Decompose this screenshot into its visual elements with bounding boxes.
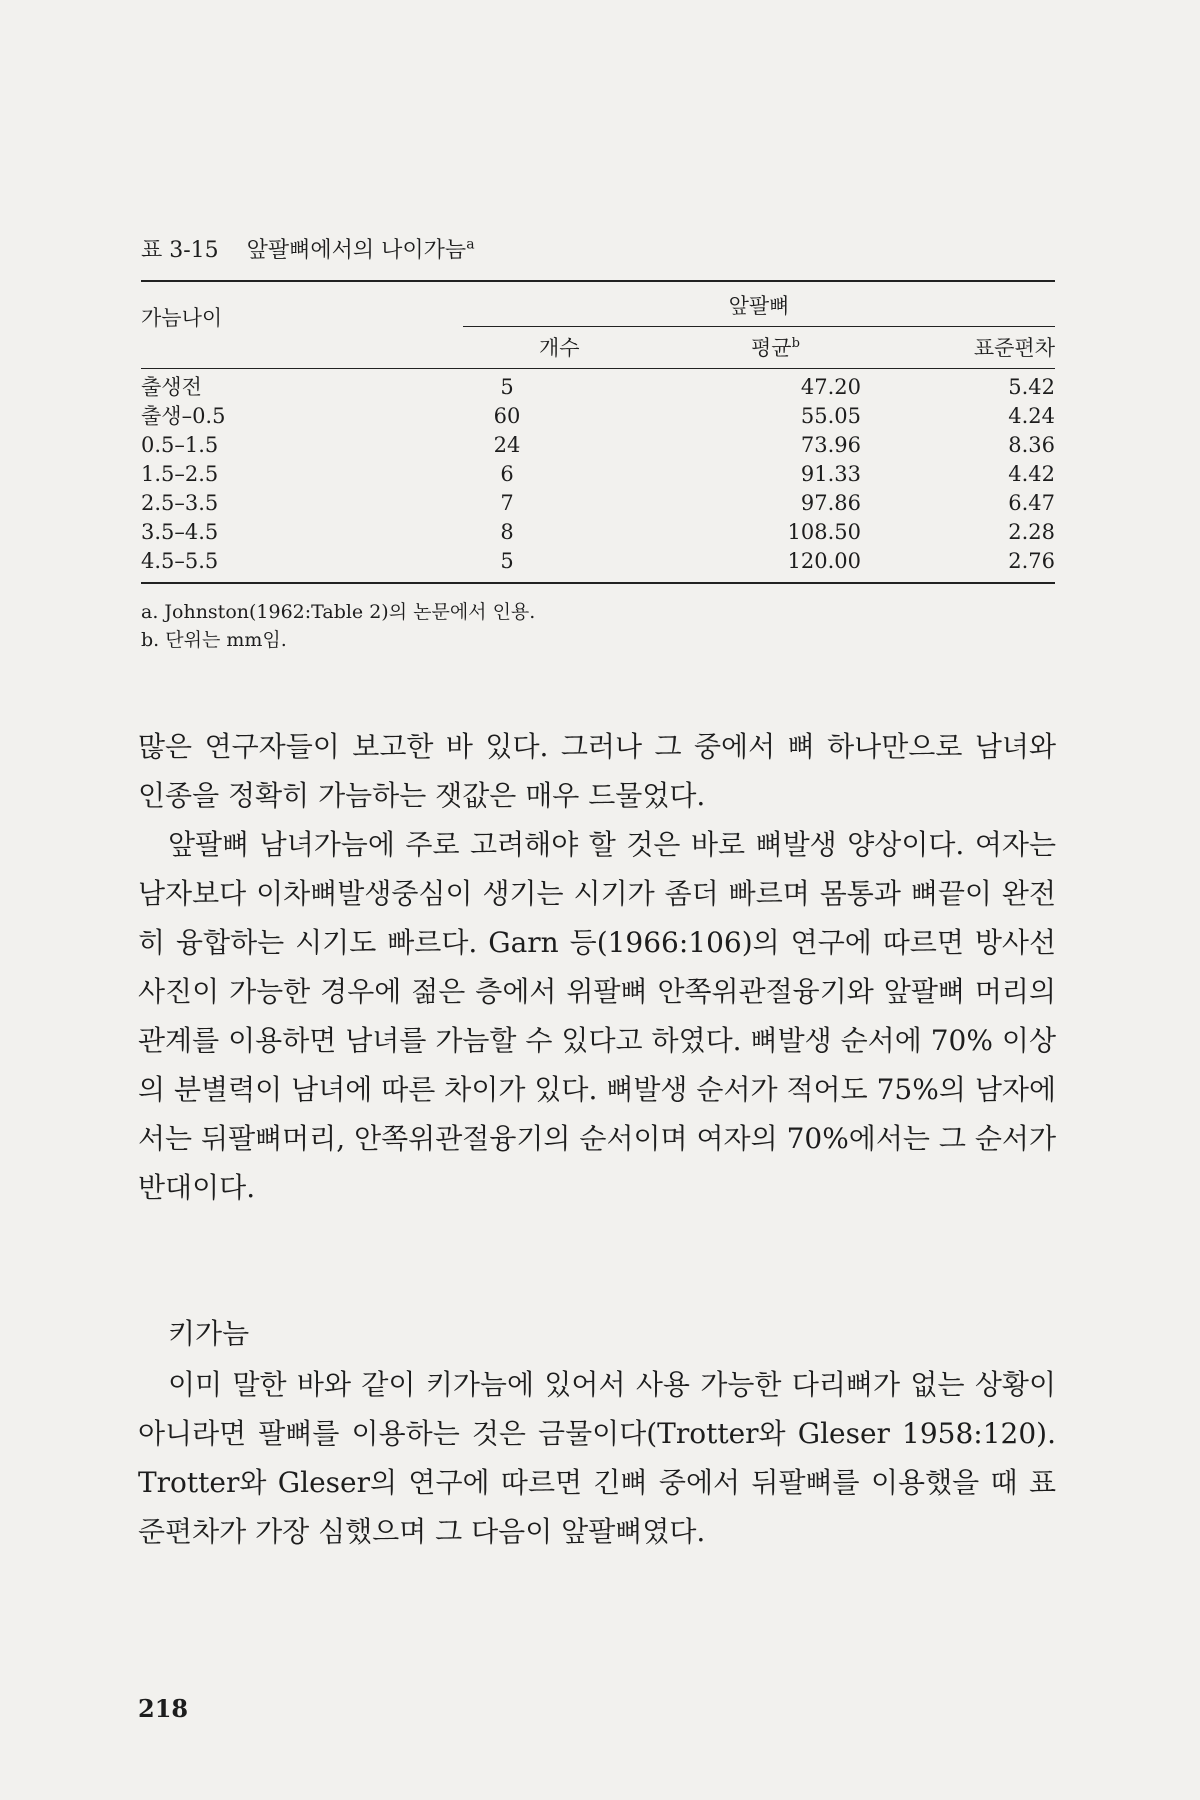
cell-sd: 6.47 (1008, 491, 1055, 515)
cell-count: 5 (500, 549, 514, 573)
section-heading: 키가늠 (168, 1317, 250, 1350)
table-row (141, 518, 1055, 547)
paragraph-sex-estimation: 앞팔뼈 남녀가늠에 주로 고려해야 할 것은 바로 뼈발생 양상이다. 여자는 남자보다 이차뼈발생중심이 생기는 시기가 좀더 빠르며 몸통과 뼈끝이 완전히 융합하는 시기도 빠르다. Garn 등(1966:106)의 연구에 따르면 방사선 사진이 가능한 경우에 젊은 층에서 위팔뼈 안쪽위관절융기와 앞팔뼈 머리의 관계를 이용하면 남녀를 가늠할 수 있다고 하였다. 뼈발생 순서에 70% 이상의 분별력이 남녀에 따른 차이가 있다. 뼈발생 순서가 적어도 75%의 남자에서는 뒤팔뼈머리, 안쪽위관절융기의 순서이며 여자의 70%에서는 그 순서가 반대이다. (138, 828, 1056, 1204)
group-header: 앞팔뼈 (728, 294, 790, 318)
table-row (141, 373, 1055, 402)
cell-count: 60 (493, 404, 521, 428)
row-header: 가늠나이 (141, 306, 223, 330)
table-row (141, 489, 1055, 518)
cell-sd: 2.76 (1008, 549, 1055, 573)
cell-sd: 4.24 (1008, 404, 1055, 428)
cell-count: 7 (500, 491, 514, 515)
table-bottom-rule (141, 582, 1055, 584)
cell-mean: 91.33 (800, 462, 861, 486)
page-number: 218 (138, 1694, 189, 1723)
footnote-a: a. Johnston(1962:Table 2)의 논문에서 인용. (141, 601, 536, 623)
paragraph-stature-estimation: 이미 말한 바와 같이 키가늠에 있어서 사용 가능한 다리뼈가 없는 상황이 아니라면 팔뼈를 이용하는 것은 금물이다(Trotter와 Gleser 1958:120). Trotter와 Gleser의 연구에 따르면 긴뼈 중에서 뒤팔뼈를 이용했을 때 표준편차가 가장 심했으며 그 다음이 앞팔뼈였다. (138, 1368, 1056, 1548)
cell-count: 6 (500, 462, 514, 486)
table-header-rule (141, 368, 1055, 369)
mean-note-marker: b (791, 336, 800, 351)
table-row (141, 431, 1055, 460)
column-header-mean (751, 332, 800, 362)
paragraph-continued: 많은 연구자들이 보고한 바 있다. 그러나 그 중에서 뼈 하나만으로 남녀와 인종을 정확히 가늠하는 잿값은 매우 드물었다. (138, 730, 1056, 812)
table-row (141, 460, 1055, 489)
cell-sd: 2.28 (1008, 520, 1055, 544)
table-number: 표 3-15 (141, 238, 219, 263)
cell-mean: 47.20 (800, 375, 861, 399)
table-title: 앞팔뼈에서의 나이가늠 (246, 238, 467, 263)
table-header (141, 282, 1055, 368)
cell-age: 1.5–2.5 (141, 462, 219, 486)
cell-mean: 55.05 (800, 404, 861, 428)
cell-sd: 4.42 (1008, 462, 1055, 486)
cell-age: 출생–0.5 (141, 404, 226, 428)
body-text-bottom (138, 1360, 1056, 1556)
table-footnotes (141, 598, 1055, 654)
body-text-top (138, 722, 1056, 1212)
column-header-sd: 표준편차 (973, 336, 1055, 360)
table-body (141, 373, 1055, 576)
cell-mean: 108.50 (787, 520, 861, 544)
cell-age: 2.5–3.5 (141, 491, 219, 515)
column-header-count: 개수 (539, 336, 580, 360)
cell-age: 0.5–1.5 (141, 433, 219, 457)
footnote-b: b. 단위는 mm임. (141, 629, 287, 651)
table-row (141, 547, 1055, 576)
cell-age: 3.5–4.5 (141, 520, 219, 544)
cell-sd: 8.36 (1008, 433, 1055, 457)
cell-age: 출생전 (141, 375, 202, 399)
cell-sd: 5.42 (1008, 375, 1055, 399)
cell-mean: 120.00 (787, 549, 861, 573)
table-row (141, 402, 1055, 431)
table-caption (141, 236, 1055, 266)
cell-mean: 97.86 (800, 491, 861, 515)
cell-age: 4.5–5.5 (141, 549, 219, 573)
cell-count: 5 (500, 375, 514, 399)
cell-count: 24 (493, 433, 521, 457)
group-header-rule (463, 326, 1055, 327)
cell-count: 8 (500, 520, 514, 544)
table-3-15 (141, 236, 1055, 654)
column-header-mean-label: 평균 (751, 336, 792, 360)
cell-mean: 73.96 (800, 433, 861, 457)
caption-note-marker: a (466, 236, 475, 253)
